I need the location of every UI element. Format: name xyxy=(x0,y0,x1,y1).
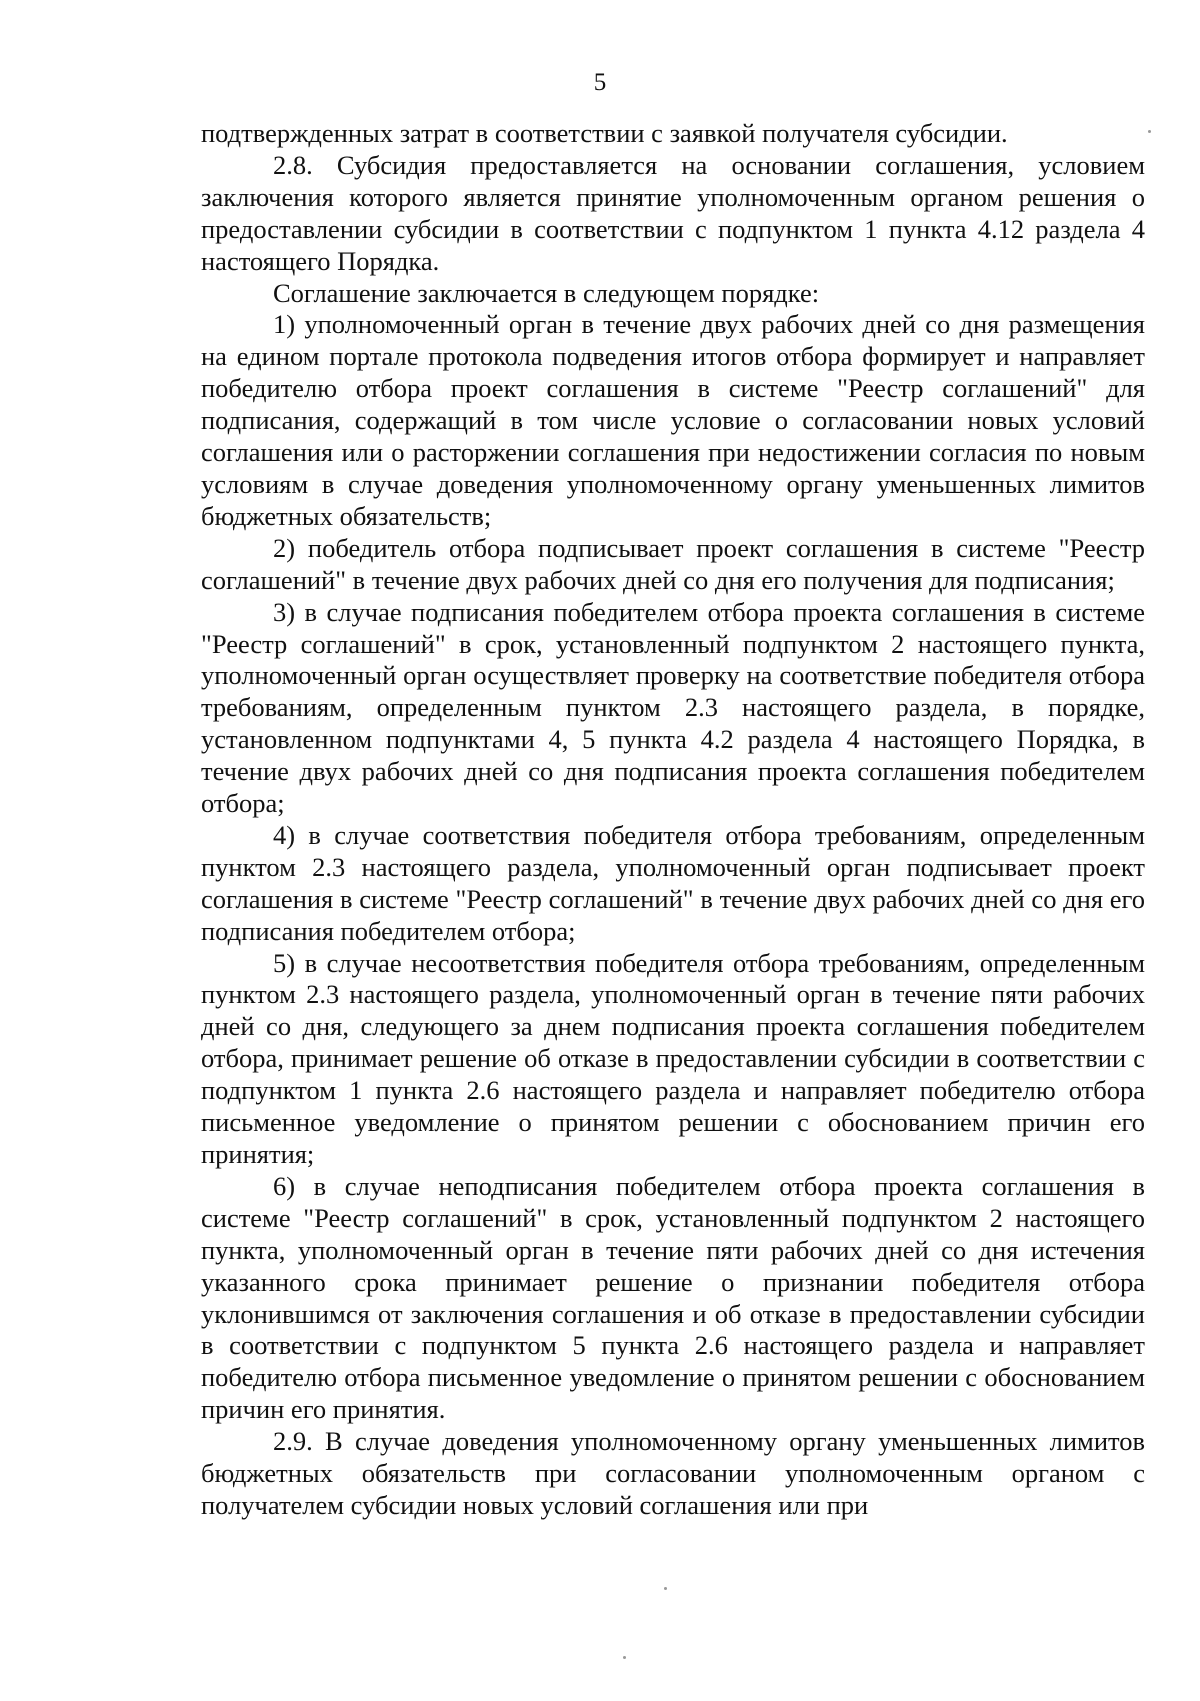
list-item-6: 6) в случае неподписания победителем отбора проекта соглашения в системе "Реестр соглашений" в срок, установленный подпунктом 2 настоящего пункта, уполномоченный орган в течение пяти рабочих дней со дня истечения указанного срока принимает решение о признании победителя отбора уклонившимся от заключения соглашения и об отказе в предоставлении субсидии в соответствии с подпунктом 5 пункта 2.6 настоящего раздела и направляет победителю отбора письменное уведомление о принятом решении с обоснованием причин его принятия. xyxy=(201,1170,1145,1425)
list-item-3: 3) в случае подписания победителем отбора проекта соглашения в системе "Реестр соглашений" в срок, установленный подпунктом 2 настоящего пункта, уполномоченный орган осуществляет проверку на соответствие победителя отбора требованиям, определенным пунктом 2.3 настоящего раздела, в порядке, установленном подпунктами 4, 5 пункта 4.2 раздела 4 настоящего Порядка, в течение двух рабочих дней со дня подписания проекта соглашения победителем отбора; xyxy=(201,596,1145,819)
paragraph-agreement-order: Соглашение заключается в следующем порядке: xyxy=(273,277,820,308)
scan-speck xyxy=(1148,130,1151,133)
document-body xyxy=(201,118,1145,1522)
paragraph-2-9: 2.9. В случае доведения уполномоченному органу уменьшенных лимитов бюджетных обязательств при согласовании уполномоченным органом с получателем субсидии новых условий соглашения или при xyxy=(201,1426,1145,1520)
paragraph-2-8: 2.8. Субсидия предоставляется на основании соглашения, условием заключения которого является принятие уполномоченным органом решения о предоставлении субсидии в соответствии с подпунктом 1 пункта 4.12 раздела 4 настоящего Порядка. xyxy=(201,149,1145,276)
paragraph-continuation: подтвержденных затрат в соответствии с заявкой получателя субсидии. xyxy=(201,118,1008,148)
list-item-4: 4) в случае соответствия победителя отбора требованиям, определенным пунктом 2.3 настоящего раздела, уполномоченный орган подписывает проект соглашения в системе "Реестр соглашений" в течение двух рабочих дней со дня его подписания победителем отбора; xyxy=(201,819,1145,946)
scan-speck xyxy=(623,1656,626,1659)
list-item-1: 1) уполномоченный орган в течение двух рабочих дней со дня размещения на едином портале протокола подведения итогов отбора формирует и направляет победителю отбора проект соглашения в системе "Реестр соглашений" для подписания, содержащий в том числе условие о согласовании новых условий соглашения или о расторжении соглашения при недостижении согласия по новым условиям в случае доведения уполномоченному органу уменьшенных лимитов бюджетных обязательств; xyxy=(201,309,1145,531)
scan-speck xyxy=(664,1587,667,1590)
list-item-2: 2) победитель отбора подписывает проект соглашения в системе "Реестр соглашений" в течение двух рабочих дней со дня его получения для подписания; xyxy=(201,532,1145,595)
list-item-5: 5) в случае несоответствия победителя отбора требованиям, определенным пунктом 2.3 настоящего раздела, уполномоченный орган в течение пяти рабочих дней со дня, следующего за днем подписания проекта соглашения победителем отбора, принимает решение об отказе в предоставлении субсидии в соответствии с подпунктом 1 пункта 2.6 настоящего раздела и направляет победителю отбора письменное уведомление о принятом решении с обоснованием причин его принятия; xyxy=(201,947,1145,1169)
page-number: 5 xyxy=(593,69,607,96)
